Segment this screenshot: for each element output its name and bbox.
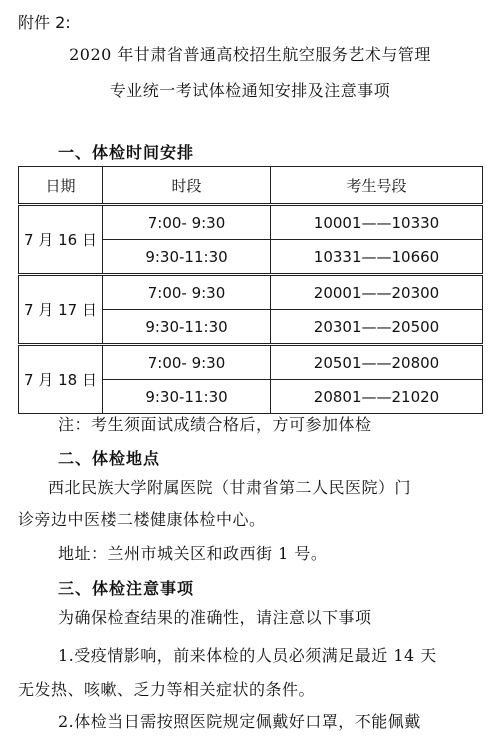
time-cell: 7:00- 9:30 (103, 275, 271, 310)
table-row (19, 205, 483, 240)
column-header-date: 日期 (19, 167, 103, 205)
attachment-label: 附件 2: (18, 13, 71, 32)
column-header-time: 时段 (103, 167, 271, 205)
time-cell: 9:30-11:30 (103, 240, 271, 275)
time-cell: 7:00- 9:30 (103, 345, 271, 380)
range-cell: 20301——20500 (271, 310, 483, 345)
schedule-table (18, 166, 483, 414)
date-cell: 7 月 16 日 (19, 205, 103, 275)
column-header-range: 考生号段 (271, 167, 483, 205)
document-title-line1: 2020 年甘肃省普通高校招生航空服务艺术与管理 (69, 45, 431, 64)
section-heading-location: 二、体检地点 (58, 449, 161, 468)
table-row (19, 345, 483, 380)
location-line2: 诊旁边中医楼二楼健康体检中心。 (18, 510, 266, 529)
time-cell: 7:00- 9:30 (103, 205, 271, 240)
time-cell: 9:30-11:30 (103, 380, 271, 414)
date-cell: 7 月 17 日 (19, 275, 103, 345)
document-title-line2: 专业统一考试体检通知安排及注意事项 (109, 81, 391, 100)
range-cell: 10001——10330 (271, 205, 483, 240)
range-cell: 20801——21020 (271, 380, 483, 414)
location-address: 地址：兰州市城关区和政西街 1 号。 (58, 544, 328, 563)
schedule-note: 注：考生须面试成绩合格后，方可参加体检 (58, 415, 372, 434)
time-cell: 9:30-11:30 (103, 310, 271, 345)
range-cell: 20501——20800 (271, 345, 483, 380)
range-cell: 20001——20300 (271, 275, 483, 310)
table-row (19, 275, 483, 310)
date-cell: 7 月 18 日 (19, 345, 103, 414)
notes-item1-line1: 1.受疫情影响，前来体检的人员必须满足最近 14 天 (58, 646, 437, 665)
range-cell: 10331——10660 (271, 240, 483, 275)
location-line1: 西北民族大学附属医院（甘肃省第二人民医院）门 (48, 478, 412, 497)
notes-intro: 为确保检查结果的准确性，请注意以下事项 (58, 608, 372, 627)
section-heading-schedule: 一、体检时间安排 (58, 143, 195, 162)
notes-item1-line2: 无发热、咳嗽、乏力等相关症状的条件。 (18, 680, 316, 699)
table-header-row (19, 167, 483, 205)
section-heading-notes: 三、体检注意事项 (58, 579, 195, 598)
notes-item2-line1: 2.体检当日需按照医院规定佩戴好口罩，不能佩戴 (58, 712, 421, 731)
